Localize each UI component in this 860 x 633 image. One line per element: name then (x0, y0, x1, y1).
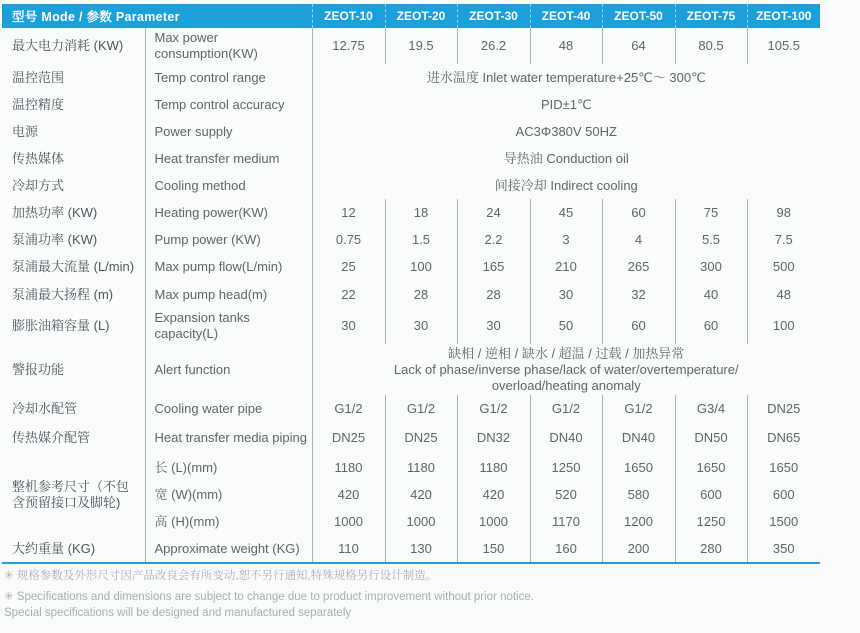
spec-value: 1250 (675, 508, 747, 535)
spec-value: DN25 (385, 422, 457, 454)
spec-value: 100 (385, 253, 457, 281)
spec-value: 1650 (602, 454, 675, 481)
spec-value: 1180 (312, 454, 385, 481)
spec-value: 600 (747, 481, 820, 508)
spec-value: 265 (602, 253, 675, 281)
row-label-en: Cooling water pipe (145, 395, 312, 422)
spec-value: 18 (385, 199, 457, 226)
row-label-en: Max pump head(m) (145, 281, 312, 308)
row-label-en: Approximate weight (KG) (145, 535, 312, 563)
spec-value: 1180 (385, 454, 457, 481)
spec-value: 1000 (457, 508, 530, 535)
spec-value: 1500 (747, 508, 820, 535)
spec-value: 64 (602, 28, 675, 64)
row-label-cn: 警报功能 (12, 361, 65, 377)
spec-value: 22 (312, 281, 385, 308)
row-label-en: Heat transfer media piping (145, 422, 312, 454)
spec-value: 28 (457, 281, 530, 308)
row-heating-power (2, 199, 820, 226)
row-label-cn: 传热媒介配管 (12, 430, 91, 445)
spec-value: 4 (602, 226, 675, 253)
spec-value: 130 (385, 535, 457, 563)
spec-value: 3 (530, 226, 602, 253)
row-label-en: Max pump flow(L/min) (145, 253, 312, 281)
spec-value-span: 进水温度 Inlet water temperature+25℃～ 300℃ (312, 64, 820, 91)
row-label-en: 宽 (W)(mm) (145, 481, 312, 508)
spec-value: 0.75 (312, 226, 385, 253)
row-expansion-tank (2, 308, 820, 344)
row-label-cn: 加热功率 (KW) (12, 204, 98, 220)
spec-value: DN25 (747, 395, 820, 422)
spec-value: 280 (675, 535, 747, 563)
spec-value: 110 (312, 535, 385, 563)
spec-value: G1/2 (312, 395, 385, 422)
spec-value: DN50 (675, 422, 747, 454)
spec-value: 1.5 (385, 226, 457, 253)
row-dimension-length (2, 454, 820, 481)
row-pump-power (2, 226, 820, 253)
spec-value: 165 (457, 253, 530, 281)
spec-value: DN32 (457, 422, 530, 454)
spec-value: 1180 (457, 454, 530, 481)
row-max-pump-head (2, 281, 820, 308)
spec-value: 30 (530, 281, 602, 308)
spec-value: DN40 (602, 422, 675, 454)
spec-value: DN40 (530, 422, 602, 454)
spec-value: 48 (530, 28, 602, 64)
table-header-row (2, 4, 820, 28)
spec-value: 40 (675, 281, 747, 308)
row-label-en: Max power consumption(KW) (145, 28, 312, 64)
spec-value: 1200 (602, 508, 675, 535)
spec-value: 350 (747, 535, 820, 563)
row-label-cn: 冷却方式 (12, 177, 65, 193)
row-label-en: Expansion tanks capacity(L) (145, 308, 312, 344)
spec-value: DN25 (312, 422, 385, 454)
model-header-zeot-30: ZEOT-30 (457, 4, 530, 28)
model-header-zeot-50: ZEOT-50 (602, 4, 675, 28)
row-heat-transfer-medium (2, 145, 820, 172)
row-temp-accuracy (2, 91, 820, 118)
row-label-cn: 泵浦功率 (KW) (12, 231, 98, 247)
row-label-cn: 冷却水配管 (12, 400, 78, 416)
spec-value: 5.5 (675, 226, 747, 253)
row-label-en: Alert function (145, 344, 312, 395)
spec-value: 80.5 (675, 28, 747, 64)
spec-value: 25 (312, 253, 385, 281)
footnote-cn: ✳ 规格参数及外形尺寸因产品改良会有所变动,恕不另行通知,特殊规格另行设计制造。 (4, 570, 438, 582)
spec-value: G1/2 (385, 395, 457, 422)
param-column-header: 型号 Mode / 参数 Parameter (2, 4, 312, 28)
spec-value: 60 (675, 308, 747, 344)
spec-value: 1250 (530, 454, 602, 481)
spec-value: 24 (457, 199, 530, 226)
row-label-cn: 大约重量 (KG) (12, 540, 96, 556)
alert-line-en-2: overload/heating anomaly (491, 377, 641, 393)
spec-value: 580 (602, 481, 675, 508)
row-cooling-water-pipe (2, 395, 820, 422)
row-approx-weight (2, 535, 820, 563)
spec-value: 300 (675, 253, 747, 281)
spec-value: 200 (602, 535, 675, 563)
model-header-zeot-10: ZEOT-10 (312, 4, 385, 28)
row-label-en: Power supply (145, 118, 312, 145)
model-header-zeot-100: ZEOT-100 (747, 4, 820, 28)
spec-value: 75 (675, 199, 747, 226)
row-label-cn: 传热媒体 (12, 150, 65, 166)
spec-value: 12.75 (312, 28, 385, 64)
spec-value: 60 (602, 199, 675, 226)
row-label-cn: 泵浦最大流量 (L/min) (12, 259, 135, 274)
spec-value-span (312, 344, 820, 395)
spec-value: DN65 (747, 422, 820, 454)
model-header-zeot-75: ZEOT-75 (675, 4, 747, 28)
row-label-en: Heating power(KW) (145, 199, 312, 226)
spec-value: 150 (457, 535, 530, 563)
spec-value: 500 (747, 253, 820, 281)
spec-value: 32 (602, 281, 675, 308)
spec-table (2, 4, 820, 564)
row-label-cn: 温控精度 (12, 96, 65, 112)
spec-value: 48 (747, 281, 820, 308)
row-label-en: Temp control accuracy (145, 91, 312, 118)
spec-value: 1000 (312, 508, 385, 535)
spec-value-span: 导热油 Conduction oil (312, 145, 820, 172)
row-max-pump-flow (2, 253, 820, 281)
row-label-en: Cooling method (145, 172, 312, 199)
spec-value: G3/4 (675, 395, 747, 422)
spec-value: 19.5 (385, 28, 457, 64)
model-header-zeot-40: ZEOT-40 (530, 4, 602, 28)
spec-value: 30 (457, 308, 530, 344)
spec-value-span: PID±1℃ (312, 91, 820, 118)
row-temp-range (2, 64, 820, 91)
footnotes (4, 568, 552, 626)
spec-value: 45 (530, 199, 602, 226)
footnote-en: ✳ Specifications and dimensions are subject to change due to product improvement without prior notice. Special specifications will be designed and manufactured separately (4, 590, 534, 619)
row-label-cn: 膨胀油箱容量 (L) (12, 318, 110, 333)
row-label-en: Heat transfer medium (145, 145, 312, 172)
row-cooling-method (2, 172, 820, 199)
spec-value: 420 (385, 481, 457, 508)
spec-value-span: AC3Φ380V 50HZ (312, 118, 820, 145)
spec-value: 98 (747, 199, 820, 226)
row-label-cn-dimensions: 整机参考尺寸（不包含预留接口及脚轮) (12, 478, 130, 510)
spec-value: 28 (385, 281, 457, 308)
spec-value: 210 (530, 253, 602, 281)
spec-value: 1650 (675, 454, 747, 481)
row-label-en: 高 (H)(mm) (145, 508, 312, 535)
spec-value: 2.2 (457, 226, 530, 253)
spec-value: G1/2 (457, 395, 530, 422)
row-label-en: Temp control range (145, 64, 312, 91)
spec-value: G1/2 (530, 395, 602, 422)
spec-value: 100 (747, 308, 820, 344)
row-alert-function (2, 344, 820, 395)
spec-value: 7.5 (747, 226, 820, 253)
spec-value: 50 (530, 308, 602, 344)
row-max-power (2, 28, 820, 64)
row-label-en: 长 (L)(mm) (145, 454, 312, 481)
spec-value-span: 间接冷却 Indirect cooling (312, 172, 820, 199)
row-label-cn: 温控范围 (12, 69, 65, 85)
spec-value: 600 (675, 481, 747, 508)
spec-value: 1650 (747, 454, 820, 481)
spec-value: 420 (312, 481, 385, 508)
spec-value: 105.5 (747, 28, 820, 64)
spec-value: 160 (530, 535, 602, 563)
spec-value: G1/2 (602, 395, 675, 422)
alert-line-cn: 缺相 / 逆相 / 缺水 / 超温 / 过载 / 加热异常 (448, 345, 685, 361)
alert-line-en-1: Lack of phase/inverse phase/lack of water/overtemperature/ (393, 361, 739, 377)
spec-value: 30 (312, 308, 385, 344)
spec-value: 30 (385, 308, 457, 344)
row-label-cn: 泵浦最大扬程 (m) (12, 286, 114, 302)
row-power-supply (2, 118, 820, 145)
spec-value: 26.2 (457, 28, 530, 64)
row-label-en: Pump power (KW) (145, 226, 312, 253)
spec-value: 12 (312, 199, 385, 226)
spec-value: 1170 (530, 508, 602, 535)
spec-value: 60 (602, 308, 675, 344)
row-label-cn: 电源 (12, 123, 39, 139)
spec-value: 520 (530, 481, 602, 508)
model-header-zeot-20: ZEOT-20 (385, 4, 457, 28)
spec-value: 1000 (385, 508, 457, 535)
row-heat-transfer-piping (2, 422, 820, 454)
row-label-cn: 最大电力消耗 (KW) (12, 38, 124, 53)
spec-value: 420 (457, 481, 530, 508)
